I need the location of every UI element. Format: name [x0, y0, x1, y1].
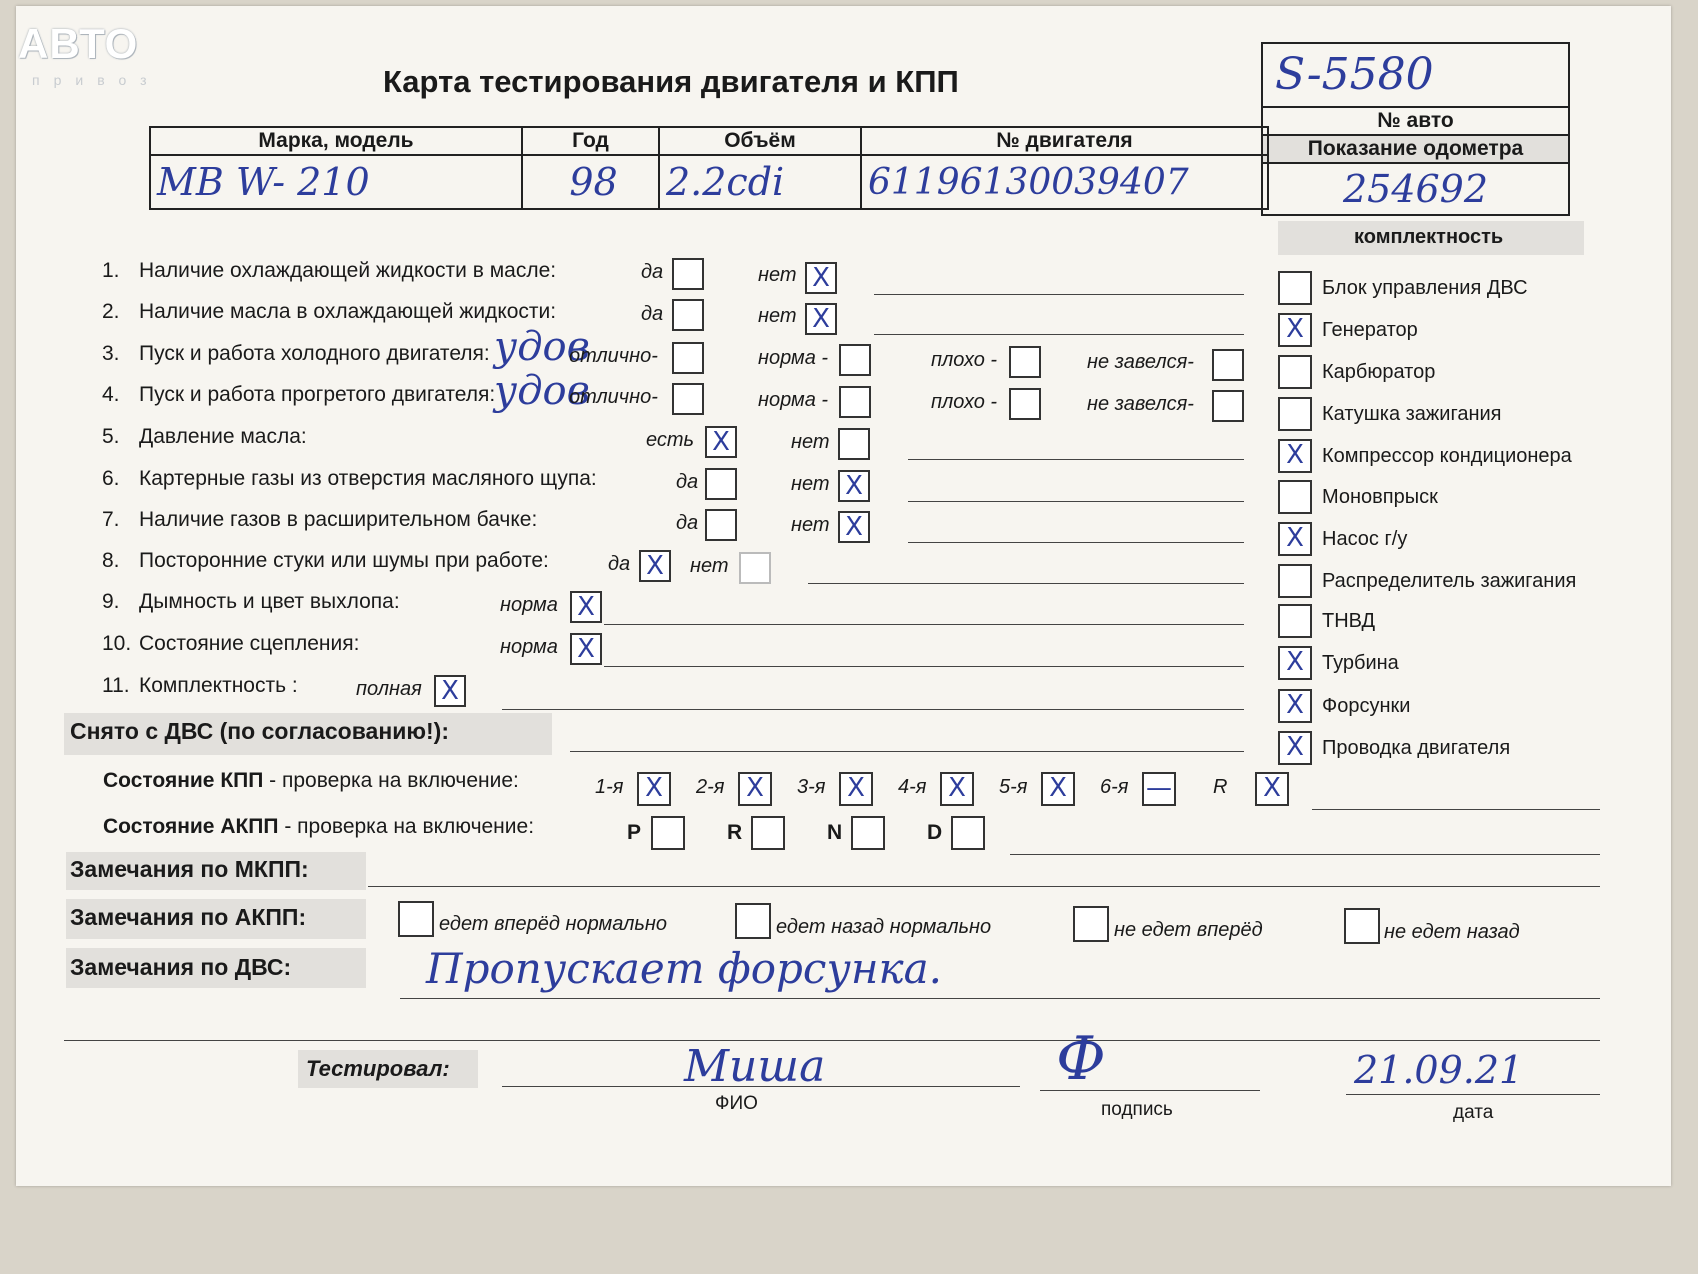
page-title: Карта тестирования двигателя и КПП — [383, 64, 959, 99]
gear-label-5: 5-я — [999, 776, 1028, 798]
kpp-line — [1312, 809, 1600, 810]
row7-note-line — [908, 542, 1244, 543]
gear-checkbox-1[interactable]: X — [637, 772, 671, 806]
akpp-mode-label-2: R — [727, 821, 743, 844]
kit-checkbox-1[interactable] — [1278, 271, 1312, 305]
year-value: 98 — [522, 155, 659, 209]
row1-yes-label: да — [641, 261, 664, 283]
kit-item-label: Катушка зажигания — [1322, 403, 1502, 425]
row11-full-checkbox[interactable]: X — [434, 675, 466, 707]
date-line — [1346, 1094, 1600, 1095]
gear-checkbox-5[interactable]: X — [1041, 772, 1075, 806]
row5-exists-label: есть — [646, 429, 695, 451]
row8-text: Посторонние стуки или шумы при работе: — [139, 549, 549, 572]
test-card-sheet — [16, 6, 1671, 1186]
row4-nostart-checkbox[interactable] — [1212, 390, 1244, 422]
kit-item-label: Генератор — [1322, 319, 1418, 341]
dvs-notes-line — [400, 998, 1600, 999]
row3-bad-label: плохо - — [931, 349, 998, 371]
row5-no-checkbox[interactable] — [838, 428, 870, 460]
kit-checkbox-7[interactable]: X — [1278, 522, 1312, 556]
row8-no-label: нет — [690, 555, 729, 577]
signature-label: подпись — [1101, 1099, 1173, 1120]
row6-num: 6. — [102, 467, 120, 490]
row7-no-checkbox[interactable]: X — [838, 511, 870, 543]
gear-checkbox-4[interactable]: X — [940, 772, 974, 806]
kit-title: комплектность — [1354, 226, 1504, 248]
row2-yes-label: да — [641, 303, 664, 325]
kit-item-label: Турбина — [1322, 652, 1399, 674]
car-number-label: № авто — [1263, 108, 1568, 136]
row6-text: Картерные газы из отверстия масляного щупа: — [139, 467, 597, 490]
mkpp-notes-line — [368, 886, 1600, 887]
row2-yes-checkbox[interactable] — [672, 299, 704, 331]
dvs-notes-value: Пропускает форсунка. — [426, 944, 942, 993]
row8-no-checkbox[interactable] — [739, 552, 771, 584]
gear-checkbox-7[interactable]: X — [1255, 772, 1289, 806]
row9-text: Дымность и цвет выхлопа: — [139, 590, 400, 613]
gear-label-4: 4-я — [898, 776, 927, 798]
akpp-label: Состояние АКПП - проверка на включение: — [103, 815, 535, 838]
kit-checkbox-12[interactable]: X — [1278, 731, 1312, 765]
row3-nostart-checkbox[interactable] — [1212, 349, 1244, 381]
row11-full-label: полная — [356, 678, 422, 700]
gear-label-3: 3-я — [797, 776, 826, 798]
row4-nostart-label: не завелся- — [1087, 393, 1194, 415]
row5-exists-checkbox[interactable]: X — [705, 426, 737, 458]
kit-item-label: Распределитель зажигания — [1322, 570, 1577, 592]
logo-subtitle: привоз — [32, 72, 161, 88]
volume-value: 2.2cdi — [659, 155, 861, 209]
gear-checkbox-2[interactable]: X — [738, 772, 772, 806]
akpp-back-ok-label: едет назад нормально — [776, 916, 992, 938]
kit-item-label: Блок управления ДВС — [1322, 277, 1528, 299]
row3-norm-checkbox[interactable] — [839, 344, 871, 376]
gear-label-1: 1-я — [595, 776, 624, 798]
row5-text: Давление масла: — [139, 425, 307, 448]
kit-item-label: Компрессор кондиционера — [1322, 445, 1572, 467]
row7-no-label: нет — [791, 514, 830, 536]
row9-num: 9. — [102, 590, 120, 613]
row3-ok-label: отлично- — [569, 345, 658, 367]
kit-checkbox-5[interactable]: X — [1278, 439, 1312, 473]
row4-num: 4. — [102, 383, 120, 406]
row4-bad-checkbox[interactable] — [1009, 388, 1041, 420]
akpp-forward-ok-checkbox[interactable] — [398, 901, 434, 937]
row1-no-checkbox[interactable]: X — [805, 262, 837, 294]
row1-text: Наличие охлаждающей жидкости в масле: — [139, 259, 557, 282]
gear-checkbox-6[interactable]: — — [1142, 772, 1176, 806]
extra-notes-line — [64, 1040, 1600, 1041]
row11-num: 11. — [102, 674, 130, 697]
row4-handwritten-rating: удов — [494, 368, 590, 414]
row10-norm-checkbox[interactable]: X — [570, 633, 602, 665]
row5-no-label: нет — [791, 431, 830, 453]
row1-note-line — [874, 294, 1244, 295]
row10-text: Состояние сцепления: — [139, 632, 360, 655]
kit-checkbox-6[interactable] — [1278, 480, 1312, 514]
tester-name-value: Миша — [684, 1041, 826, 1092]
akpp-no-forward-checkbox[interactable] — [1073, 906, 1109, 942]
row6-no-label: нет — [791, 473, 830, 495]
gear-checkbox-3[interactable]: X — [839, 772, 873, 806]
row11-note-line — [502, 709, 1244, 710]
akpp-mode-checkbox-4[interactable] — [951, 816, 985, 850]
engine-number-value: 61196130039407 — [861, 155, 1268, 209]
row4-norm-label: норма - — [758, 389, 829, 411]
row2-no-label: нет — [758, 305, 797, 327]
row5-num: 5. — [102, 425, 120, 448]
row7-num: 7. — [102, 508, 120, 531]
row10-norm-label: норма — [500, 636, 558, 658]
gear-label-6: 6-я — [1100, 776, 1129, 798]
row9-norm-checkbox[interactable]: X — [570, 591, 602, 623]
row8-note-line — [808, 583, 1244, 584]
date-value: 21.09.21 — [1354, 1048, 1524, 1092]
row6-note-line — [908, 501, 1244, 502]
row3-ok-checkbox[interactable] — [672, 342, 704, 374]
row11-text: Комплектность : — [139, 674, 298, 697]
row3-handwritten-rating: удов — [494, 324, 590, 370]
kit-checkbox-8[interactable] — [1278, 564, 1312, 598]
akpp-mode-checkbox-1[interactable] — [651, 816, 685, 850]
signature-mark: Ф — [1056, 1024, 1106, 1094]
row6-yes-label: да — [676, 471, 699, 493]
row3-bad-checkbox[interactable] — [1009, 346, 1041, 378]
row4-ok-label: отлично- — [569, 386, 658, 408]
col-volume-label: Объём — [659, 127, 861, 155]
car-number-block — [1261, 42, 1570, 216]
gear-label-7: R — [1213, 776, 1228, 798]
row10-num: 10. — [102, 632, 132, 655]
kit-item-label: ТНВД — [1322, 610, 1376, 632]
row6-yes-checkbox[interactable] — [705, 468, 737, 500]
tested-label: Тестировал: — [306, 1056, 450, 1081]
akpp-forward-ok-label: едет вперёд нормально — [439, 913, 668, 935]
row2-note-line — [874, 334, 1244, 335]
kit-checkbox-4[interactable] — [1278, 397, 1312, 431]
odometer-value: 254692 — [1342, 167, 1489, 211]
row3-text: Пуск и работа холодного двигателя: — [139, 342, 490, 365]
row2-text: Наличие масла в охлаждающей жидкости: — [139, 300, 557, 323]
row9-norm-label: норма — [500, 594, 558, 616]
kit-checkbox-9[interactable] — [1278, 604, 1312, 638]
row7-text: Наличие газов в расширительном бачке: — [139, 508, 538, 531]
kit-item-label: Насос г/у — [1322, 528, 1408, 550]
fio-label: ФИО — [715, 1093, 758, 1114]
avtoprivoz-logo: АВТО — [18, 20, 139, 67]
row5-note-line — [908, 459, 1244, 460]
model-value: MB W- 210 — [150, 155, 522, 209]
kit-checkbox-10[interactable]: X — [1278, 646, 1312, 680]
kit-checkbox-2[interactable]: X — [1278, 313, 1312, 347]
akpp-mode-checkbox-2[interactable] — [751, 816, 785, 850]
kpp-label: Состояние КПП - проверка на включение: — [103, 769, 519, 792]
kit-item-label: Карбюратор — [1322, 361, 1436, 383]
akpp-mode-label-4: D — [927, 821, 943, 844]
akpp-line — [1010, 854, 1600, 855]
row7-yes-label: да — [676, 512, 699, 534]
fio-line — [502, 1086, 1020, 1087]
akpp-mode-checkbox-3[interactable] — [851, 816, 885, 850]
akpp-no-back-checkbox[interactable] — [1344, 908, 1380, 944]
col-model-label: Марка, модель — [150, 127, 522, 155]
row4-ok-checkbox[interactable] — [672, 383, 704, 415]
akpp-no-forward-label: не едет вперёд — [1114, 919, 1263, 941]
col-engine-label: № двигателя — [861, 127, 1268, 155]
row6-no-checkbox[interactable]: X — [838, 470, 870, 502]
row2-num: 2. — [102, 300, 120, 323]
kit-item-label: Форсунки — [1322, 695, 1411, 717]
signature-line — [1040, 1090, 1260, 1091]
akpp-no-back-label: не едет назад — [1384, 921, 1520, 943]
akpp-mode-label-1: P — [627, 821, 642, 844]
mkpp-notes-label: Замечания по МКПП: — [70, 856, 309, 882]
row3-norm-label: норма - — [758, 347, 829, 369]
gear-label-2: 2-я — [696, 776, 725, 798]
akpp-notes-label: Замечания по АКПП: — [70, 904, 307, 930]
row8-yes-label: да — [608, 553, 631, 575]
row2-no-checkbox[interactable]: X — [805, 303, 837, 335]
row8-yes-checkbox[interactable]: X — [639, 550, 671, 582]
car-number-value: S-5580 — [1263, 44, 1568, 108]
row3-nostart-label: не завелся- — [1087, 351, 1194, 373]
row3-num: 3. — [102, 342, 120, 365]
kit-item-label: Моновпрыск — [1322, 486, 1438, 508]
akpp-back-ok-checkbox[interactable] — [735, 903, 771, 939]
akpp-mode-label-3: N — [827, 821, 843, 844]
dvs-notes-label: Замечания по ДВС: — [70, 954, 292, 980]
kit-checkbox-3[interactable] — [1278, 355, 1312, 389]
removed-line — [570, 751, 1244, 752]
kit-checkbox-11[interactable]: X — [1278, 689, 1312, 723]
removed-label: Снято с ДВС (по согласованию!): — [70, 718, 449, 744]
odometer-label: Показание одометра — [1263, 136, 1568, 164]
row4-norm-checkbox[interactable] — [839, 386, 871, 418]
row10-note-line — [604, 666, 1244, 667]
col-year-label: Год — [522, 127, 659, 155]
row9-note-line — [604, 624, 1244, 625]
date-label: дата — [1453, 1102, 1494, 1123]
row1-no-label: нет — [758, 264, 797, 286]
row4-bad-label: плохо - — [931, 391, 998, 413]
kit-item-label: Проводка двигателя — [1322, 737, 1511, 759]
row1-num: 1. — [102, 259, 120, 282]
row4-text: Пуск и работа прогретого двигателя: — [139, 383, 496, 406]
row8-num: 8. — [102, 549, 120, 572]
vehicle-header-table — [149, 126, 1269, 210]
row7-yes-checkbox[interactable] — [705, 509, 737, 541]
row1-yes-checkbox[interactable] — [672, 258, 704, 290]
